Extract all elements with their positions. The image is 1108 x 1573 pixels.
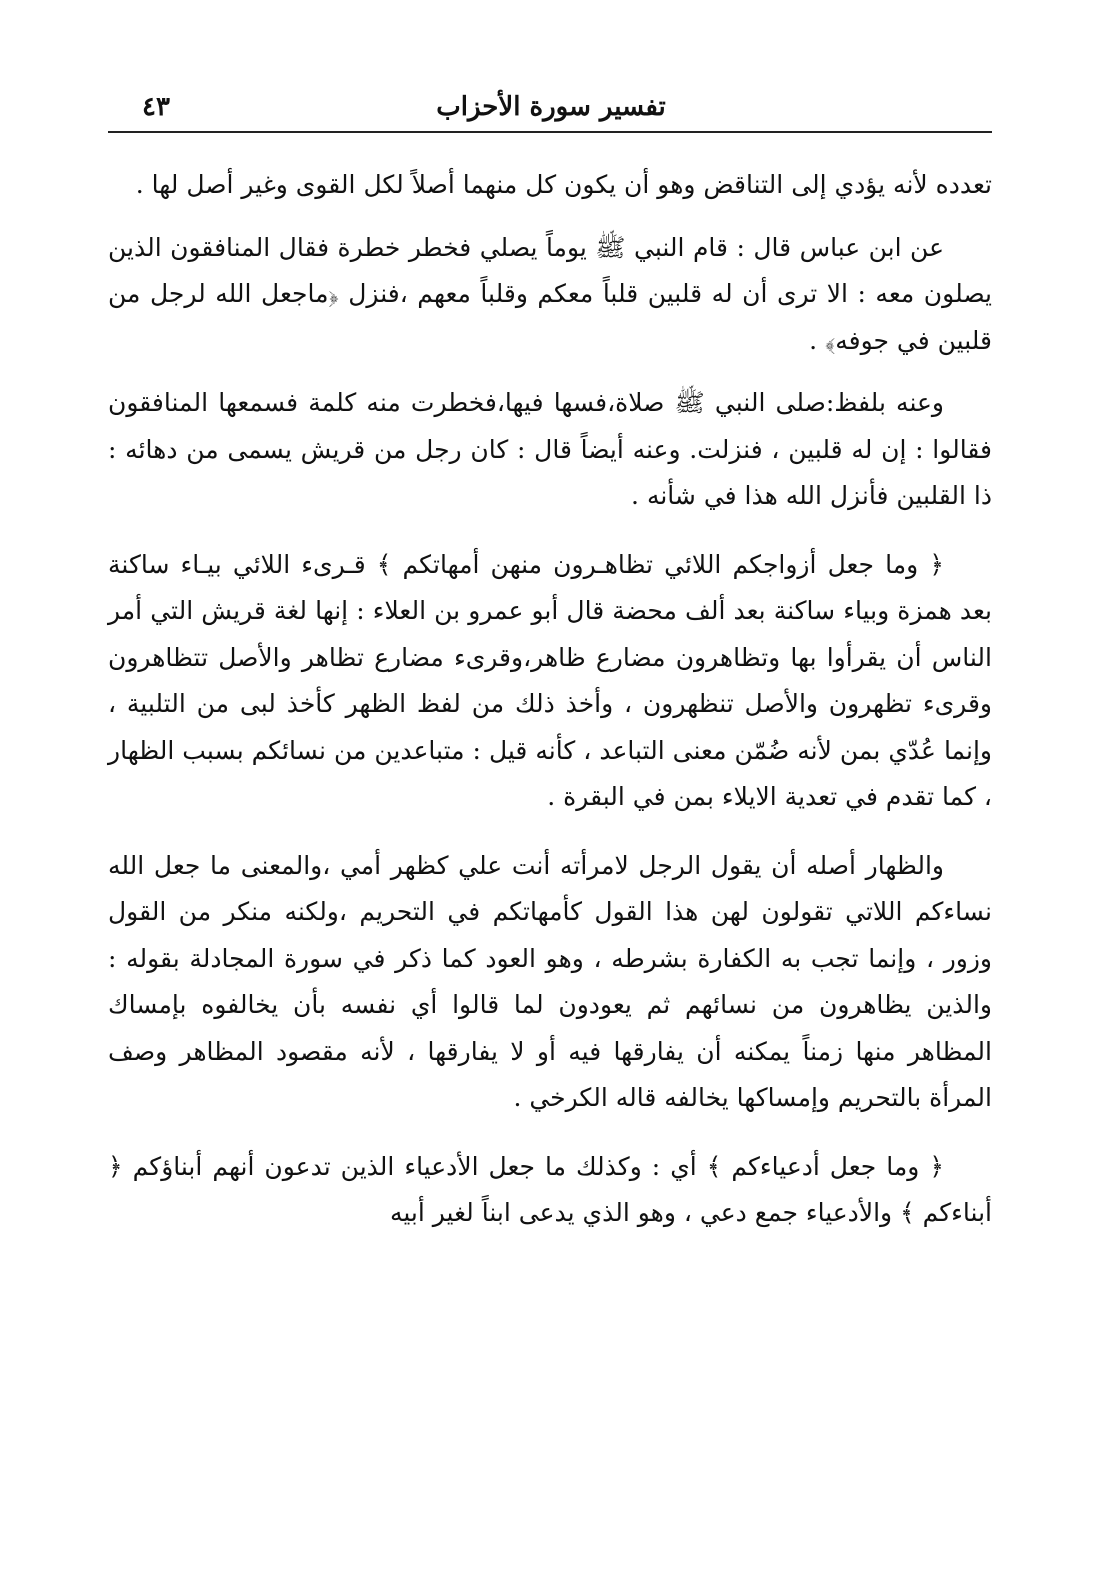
paragraph: عن ابن عباس قال : قام النبي ﷺ يوماً يصلي فخطر خطرة فقال المنافقون الذين يصلون معه : الا ترى أن له قلبين قلباً معكم وقلباً معهم ،فنزل ﴿ماجعل الله لرجل من قلبين في جوفه﴾ . xyxy=(108,232,992,355)
page-body xyxy=(108,162,992,1237)
paragraph: ﴿ وما جعل أزواجكم اللائي تظاهـرون منهن أمهاتكم ﴾ قـرىء اللائي بيـاء ساكنة بعد همزة وبياء ساكنة بعد ألف محضة قال أبو عمرو بن العلاء : إنها لغة قريش التي أمر الناس أن يقرأوا بها وتظاهرون مضارع ظاهر،وقرىء مضارع تظاهر والأصل تتظاهرون وقرىء تظهرون والأصل تنظهرون ، وأخذ ذلك من لفظ الظهر كأخذ لبى من التلبية ، وإنما عُدّي بمن لأنه ضُمّن معنى التباعد ، كأنه قيل : متباعدين من نسائكم بسبب الظهار ، كما تقدم في تعدية الايلاء بمن في البقرة . xyxy=(108,549,992,811)
page-header xyxy=(112,88,990,130)
running-title: تفسير سورة الأحزاب xyxy=(436,92,666,122)
paragraph: والظهار أصله أن يقول الرجل لامرأته أنت علي كظهر أمي ،والمعنى ما جعل الله نساءكم اللاتي تقولون لهن هذا القول كأمهاتكم في التحريم ،ولكنه منكر من القول وزور ، وإنما تجب به الكفارة بشرطه ، وهو العود كما ذكر في سورة المجادلة بقوله : والذين يظاهرون من نسائهم ثم يعودون لما قالوا أي نفسه بأن يخالفوه بإمساك المظاهر منها زمناً يمكنه أن يفارقها فيه أو لا يفارقها ، لأنه مقصود المظاهر وصف المرأة بالتحريم وإمساكها يخالفه قاله الكرخي . xyxy=(108,850,992,1112)
page-number: ٤٣ xyxy=(142,92,170,122)
paragraph: تعدده لأنه يؤدي إلى التناقض وهو أن يكون كل منهما أصلاً لكل القوى وغير أصل لها . xyxy=(135,170,992,199)
paragraph: وعنه بلفظ:صلى النبي ﷺ صلاة،فسها فيها،فخطرت منه كلمة فسمعها المنافقون فقالوا : إن له قلبين ، فنزلت. وعنه أيضاً قال : كان رجل من قريش يسمى من دهائه : ذا القلبين فأنزل الله هذا في شأنه . xyxy=(108,388,992,510)
header-divider xyxy=(108,131,992,133)
paragraph: ﴿ وما جعل أدعياءكم ﴾ أي : وكذلك ما جعل الأدعياء الذين تدعون أنهم أبناؤكم ﴿ أبناءكم ﴾ والأدعياء جمع دعي ، وهو الذي يدعى ابناً لغير أبيه xyxy=(108,1151,992,1227)
